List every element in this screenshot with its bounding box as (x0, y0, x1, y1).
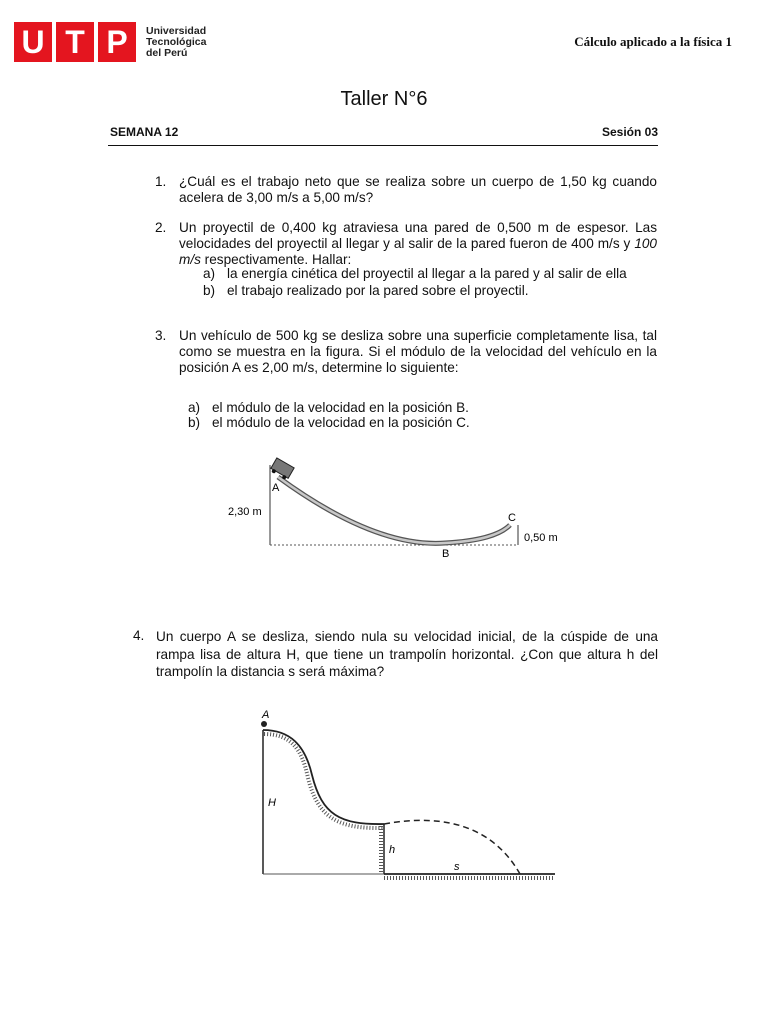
label-h: h (389, 844, 396, 856)
logo-line-2: Tecnológica (146, 36, 207, 48)
height-a-label: 2,30 m (228, 506, 262, 518)
question-number: 2. (155, 220, 167, 235)
item-letter: a) (188, 400, 201, 415)
logo-letter-p: P (98, 22, 136, 62)
question-text-part: Un proyectil de 0,400 kg atraviesa una pared de 0,500 m de espesor. Las velocidades del proyectil al llegar y al salir de la pared fueron de 400 m/s y (179, 220, 657, 251)
item-letter: b) (188, 415, 201, 430)
question-number: 1. (155, 174, 167, 189)
trajectory (384, 820, 520, 874)
course-name: Cálculo aplicado a la física 1 (574, 34, 732, 49)
logo-line-3: del Perú (146, 47, 188, 59)
item-letter: b) (203, 283, 216, 298)
body-a-icon (261, 721, 267, 727)
point-c-label: C (508, 512, 516, 524)
logo-letter-u: U (14, 22, 52, 62)
question-text: Un cuerpo A se desliza, siendo nula su velocidad inicial, de la cúspide de una rampa lisa de altura H, que tiene un trampolín horizontal. ¿Con que altura h del trampolín la distancia s será máxima? (156, 629, 658, 679)
point-b-label: B (442, 548, 450, 560)
track-highlight (278, 477, 510, 543)
question-number: 3. (155, 328, 167, 343)
point-a-label: A (262, 709, 270, 721)
session-label: Sesión 03 (601, 125, 658, 139)
track-curve (278, 477, 510, 543)
item-text: el módulo de la velocidad en la posición C. (212, 415, 470, 430)
ramp-figure (250, 700, 570, 890)
ramp-hatching (264, 734, 384, 828)
height-c-label: 0,50 m (524, 532, 558, 544)
week-label: SEMANA 12 (110, 125, 179, 139)
question-text-part: respectivamente. Hallar: (200, 252, 352, 267)
label-H: H (268, 797, 276, 809)
item-text: el trabajo realizado por la pared sobre el proyectil. (227, 283, 529, 298)
question-text-italic: 100 m/s (179, 236, 657, 267)
utp-logo (14, 22, 207, 62)
question-text (179, 220, 657, 268)
label-s: s (454, 861, 460, 873)
question-text: ¿Cuál es el trabajo neto que se realiza sobre un cuerpo de 1,50 kg cuando acelera de 3,00 m/s a 5,00 m/s? (179, 174, 657, 205)
page-title: Taller N°6 (340, 88, 428, 110)
logo-letter-t: T (56, 22, 94, 62)
point-a-label: A (272, 482, 280, 494)
item-text: el módulo de la velocidad en la posición B. (212, 400, 469, 415)
question-number: 4. (133, 628, 145, 643)
item-text: la energía cinética del proyectil al llegar a la pared y al salir de ella (227, 266, 627, 281)
item-letter: a) (203, 266, 216, 281)
logo-line-1: Universidad (146, 25, 207, 37)
question-text: Un vehículo de 500 kg se desliza sobre una superficie completamente lisa, tal como se muestra en la figura. Si el módulo de la velocidad del vehículo en la posición A es 2,00 m/s, determine lo siguiente: (179, 328, 657, 375)
week-session-bar (108, 125, 658, 146)
logo-university-name (146, 26, 206, 59)
track-figure (220, 455, 580, 565)
ramp-curve (263, 730, 384, 824)
